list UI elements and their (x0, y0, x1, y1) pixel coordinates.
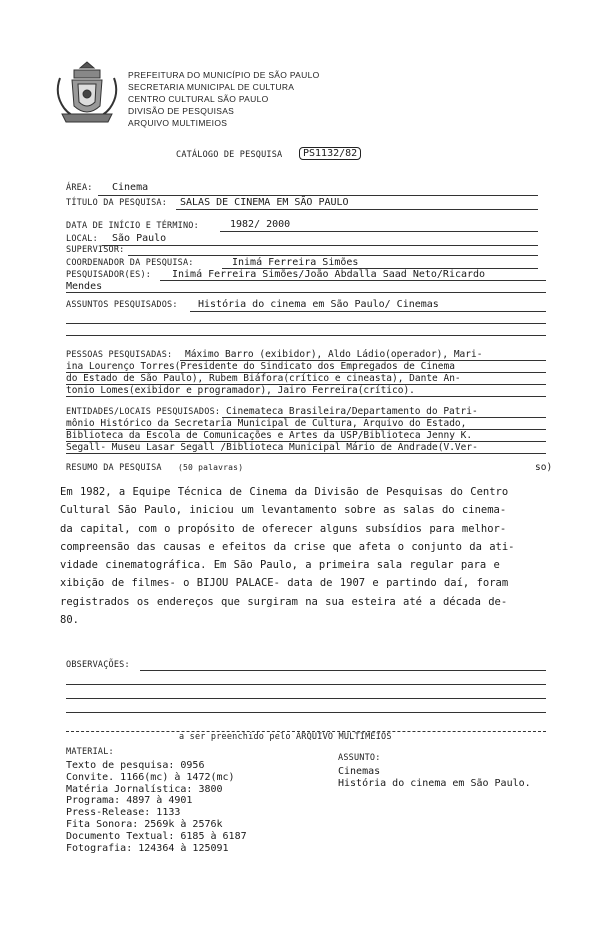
area-value: Cinema (112, 182, 149, 193)
summary-line-8: 80. (60, 614, 79, 627)
local-value: São Paulo (112, 233, 167, 244)
observacoes-line-4 (66, 712, 546, 713)
material-item-8: Fotografia: 124364 à 125091 (66, 842, 229, 854)
header-line-4: DIVISÃO DE PESQUISAS (128, 106, 235, 116)
supervisor-label: SUPERVISOR: (66, 245, 125, 255)
catalog-number: PS1132/82 (299, 147, 361, 160)
observacoes-line-1 (140, 670, 546, 671)
entidades-label: ENTIDADES/LOCAIS PESQUISADOS: (66, 407, 221, 417)
supervisor-line (128, 255, 538, 256)
entidades-line-4: Segall- Museu Lasar Segall /Biblioteca Municipal Mário de Andrade(V.Ver- (66, 442, 478, 453)
summary-line-3: da capital, com o propósito de oferecer alguns subsídios para melhor- (60, 522, 507, 535)
material-label: MATERIAL: (66, 747, 114, 757)
pesquisadores-line-2 (66, 292, 546, 293)
pessoas-uline-2 (66, 372, 546, 373)
catalog-label: CATÁLOGO DE PESQUISA (176, 150, 283, 160)
pesquisadores-line (160, 280, 546, 281)
material-item-2: Convite. 1166(mc) à 1472(mc) (66, 771, 235, 783)
assuntos-line-3 (66, 335, 546, 336)
assuntos-label: ASSUNTOS PESQUISADOS: (66, 300, 178, 310)
entidades-line-3: Biblioteca da Escola de Comunicações e Artes da USP/Biblioteca Jenny K. (66, 430, 473, 441)
observacoes-line-2 (66, 684, 546, 685)
assunto-label: ASSUNTO: (338, 753, 381, 763)
material-item-5: Press-Release: 1133 (66, 807, 181, 819)
header-line-5: ARQUIVO MULTIMEIOS (128, 118, 228, 128)
resumo-label: RESUMO DA PESQUISA (66, 463, 162, 473)
material-item-4: Programa: 4897 à 4901 (66, 795, 193, 807)
material-item-7: Documento Textual: 6185 à 6187 (66, 830, 247, 842)
pesquisadores-value: Inimá Ferreira Simões/João Abdalla Saad Neto/Ricardo (172, 269, 486, 280)
summary-block (60, 483, 560, 629)
data-label: DATA DE INÍCIO E TÉRMINO: (66, 221, 199, 231)
titulo-value: SALAS DE CINEMA EM SÃO PAULO (180, 197, 349, 208)
pessoas-uline-3 (66, 384, 546, 385)
pessoas-line-1: Máximo Barro (exibidor), Aldo Ládio(operador), Mari- (185, 349, 483, 360)
data-value: 1982/ 2000 (230, 219, 291, 230)
resumo-tail: so) (535, 462, 553, 473)
pessoas-line-3: do Estado de São Paulo), Rubem Biáfora(crítico e cineasta), Dante An- (66, 373, 461, 384)
header-line-3: CENTRO CULTURAL SÃO PAULO (128, 94, 269, 104)
summary-line-1: Em 1982, a Equipe Técnica de Cinema da Divisão de Pesquisas do Centro (60, 486, 509, 498)
assuntos-line-1 (190, 311, 546, 312)
entidades-line-2: mônio Histórico da Secretaria Municipal de Cultura, Arquivo do Estado, (66, 418, 467, 429)
summary-line-6: xibição de filmes- o BIJOU PALACE- data de 1907 e partindo daí, foram (60, 577, 509, 590)
titulo-label: TÍTULO DA PESQUISA: (66, 198, 168, 208)
area-line (98, 195, 538, 196)
summary-line-4: compreensão das causas e efeitos da crise que afeta o conjunto da ati- (60, 540, 515, 553)
summary-line-7: registrados os endereços que surgiram na sua esteira até a década de- (60, 595, 508, 608)
entidades-uline-1 (222, 417, 546, 418)
area-label: ÁREA: (66, 183, 93, 193)
coordenador-label: COORDENADOR DA PESQUISA: (66, 258, 194, 268)
data-line (220, 231, 538, 232)
entidades-uline-3 (66, 441, 546, 442)
header-line-1: PREFEITURA DO MUNICÍPIO DE SÃO PAULO (128, 70, 320, 80)
assunto-item-2: História do cinema em São Paulo. (338, 778, 531, 789)
observacoes-line-3 (66, 698, 546, 699)
local-label: LOCAL: (66, 234, 98, 244)
pessoas-uline-1 (180, 360, 546, 361)
material-item-3: Matéria Jornalística: 3800 (66, 783, 223, 795)
pesquisadores-label: PESQUISADOR(ES): (66, 270, 152, 280)
pessoas-line-4: tonio Lomes(exibidor e programador), Jairo Ferreira(crítico). (66, 385, 415, 396)
coordenador-value: Inimá Ferreira Simões (232, 257, 359, 268)
footer-note: a ser preenchido pelo ARQUIVO MULTIMEIOS (176, 732, 395, 742)
header-line-2: SECRETARIA MUNICIPAL DE CULTURA (128, 82, 295, 92)
entidades-line-1: Cinemateca Brasileira/Departamento do Patri- (226, 406, 478, 417)
assuntos-line-2 (66, 323, 546, 324)
pesquisadores-cont: Mendes (66, 281, 103, 292)
local-line (102, 245, 538, 246)
pessoas-label: PESSOAS PESQUISADAS: (66, 350, 173, 360)
titulo-line (176, 209, 538, 210)
pessoas-uline-4 (66, 396, 546, 397)
coat-of-arms-logo (50, 58, 124, 128)
material-item-1: Texto de pesquisa: 0956 (66, 760, 205, 771)
pessoas-line-2: ina Lourenço Torres(Presidente do Sindicato dos Empregados de Cinema (66, 361, 455, 372)
entidades-uline-4 (66, 453, 546, 454)
material-list (66, 760, 247, 854)
observacoes-label: OBSERVAÇÕES: (66, 660, 130, 670)
material-item-6: Fita Sonora: 2569k à 2576k (66, 818, 223, 830)
assuntos-value: História do cinema em São Paulo/ Cinemas (198, 299, 439, 310)
entidades-uline-2 (66, 429, 546, 430)
summary-line-5: vidade cinematográfica. Em São Paulo, a primeira sala regular para e (60, 559, 500, 572)
resumo-note: (50 palavras) (178, 463, 244, 472)
summary-line-2: Cultural São Paulo, iniciou um levantamento sobre as salas do cinema- (60, 504, 507, 517)
assunto-item-1: Cinemas (338, 766, 381, 777)
assunto-list (338, 766, 531, 790)
